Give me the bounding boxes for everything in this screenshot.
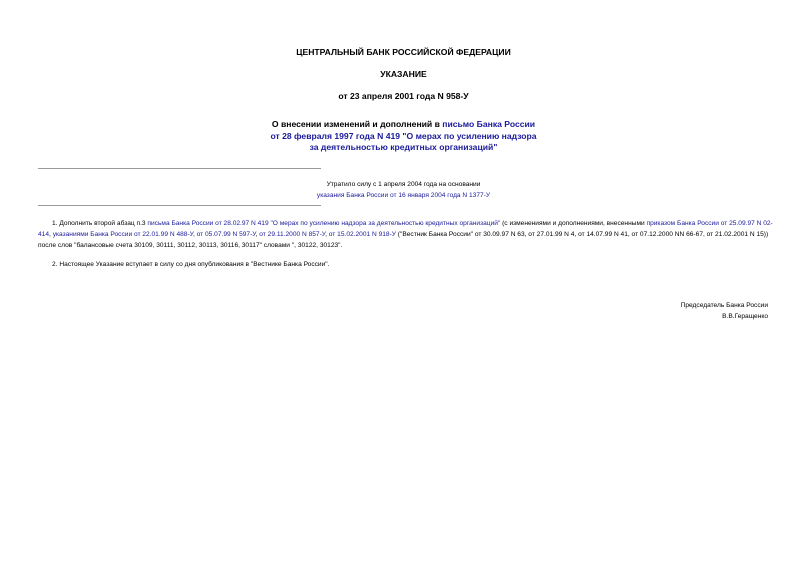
repeal-note: Утратило силу с 1 апреля 2004 года на основании xyxy=(326,181,481,188)
subject-link-line-3[interactable]: за деятельностью кредитных организаций" xyxy=(309,142,498,152)
subject-prefix: О внесении изменений и дополнений в xyxy=(271,119,443,129)
link-order-02-414[interactable]: приказом Банка России от 25.09.97 N 02-414 xyxy=(38,220,773,238)
document-type: УКАЗАНИЕ xyxy=(380,69,427,79)
link-instruction-488[interactable]: указаниями Банка России от 22.01.99 N 488-У xyxy=(52,231,193,238)
signatory-title: Председатель Банка России xyxy=(680,302,768,309)
paragraph-2: 2. Настоящее Указание вступает в силу со дня опубликования в "Вестнике Банка России". xyxy=(52,261,330,268)
paragraph-1: 1. Дополнить второй абзац п.3 письма Банка России от 28.02.97 N 419 "О мерах по усилению надзора за деятельностью кредитных организаций" (с изменениями и дополнениями, внесенными приказом Банка России от 25.09.97 N 02-414, указаниями Банка России от 22.01.99 N 488-У, от 05.07.99 N 597-У, от 29.11.2000 N 857-У, от 15.02.2001 N 918-У ("Вестник Банка России" от 30.09.97 N 63, от 27.01.99 N 4, от 14.07.99 N 41, от 07.12.2000 NN 66-67, от 21.02.2001 N 15)) после слов "балансовые счета 30109, 30111, 30112, 30113, 30116, 30117" словами ", 30122, 30123". xyxy=(38,220,773,249)
document-date-number: от 23 апреля 2001 года N 958-У xyxy=(338,91,469,101)
bottom-divider xyxy=(38,205,321,206)
subject-line-1 xyxy=(0,119,807,129)
subject-link-line-2[interactable]: от 28 февраля 1997 года N 419 "О мерах по усилению надзора xyxy=(270,131,537,141)
repeal-note-link[interactable]: указания Банка России от 16 января 2004 года N 1377-У xyxy=(316,192,491,199)
link-letter-419[interactable]: письма Банка России от 28.02.97 N 419 "О мерах по усилению надзора за деятельностью кредитных организаций" xyxy=(147,220,501,227)
top-divider xyxy=(38,168,321,169)
subject-link-letter[interactable]: письмо Банка России xyxy=(442,119,536,129)
link-instruction-918[interactable]: от 15.02.2001 N 918-У xyxy=(328,231,396,238)
link-instruction-597[interactable]: от 05.07.99 N 597-У xyxy=(196,231,256,238)
issuer-title: ЦЕНТРАЛЬНЫЙ БАНК РОССИЙСКОЙ ФЕДЕРАЦИИ xyxy=(296,47,511,57)
link-instruction-857[interactable]: от 29.11.2000 N 857-У xyxy=(259,231,326,238)
signatory-name: В.В.Геращенко xyxy=(722,313,768,320)
